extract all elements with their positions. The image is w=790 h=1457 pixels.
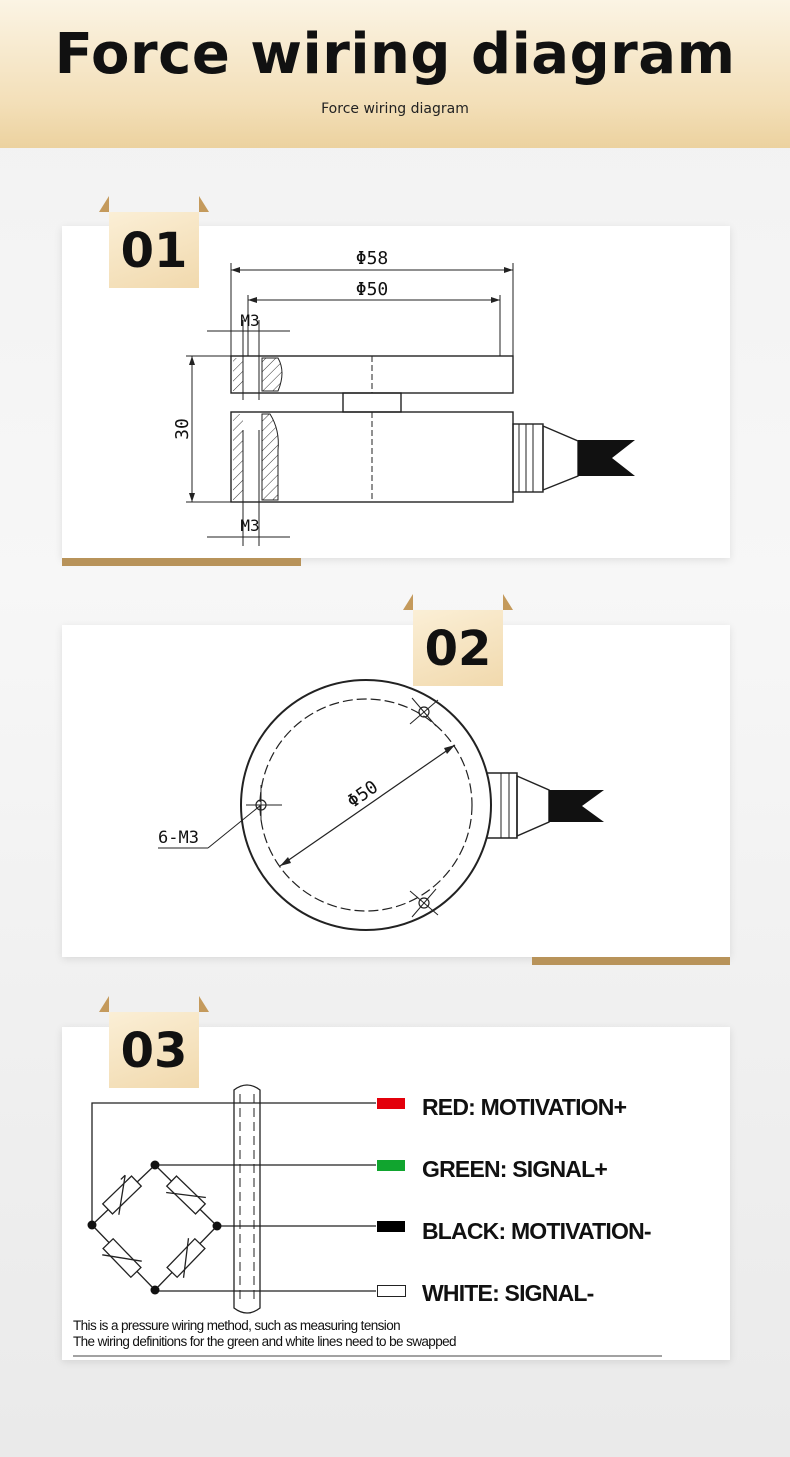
dim-inner-diameter: Φ50 xyxy=(355,279,389,300)
wire-swatch-green xyxy=(377,1160,405,1171)
dim-outer-diameter: Φ58 xyxy=(355,248,389,269)
dim-holes: 6-M3 xyxy=(158,828,199,848)
wire-label-black: BLACK: MOTIVATION- xyxy=(422,1218,651,1244)
page-subtitle: Force wiring diagram xyxy=(321,101,469,117)
panel-number-02: 02 xyxy=(413,610,503,686)
dim-thread-bottom: M3 xyxy=(240,516,260,535)
panel-number-03: 03 xyxy=(109,1012,199,1088)
wire-label-red: RED: MOTIVATION+ xyxy=(422,1094,627,1120)
note-line-2: The wiring definitions for the green and white lines need to be swapped xyxy=(73,1334,456,1349)
dim-thread-top: M3 xyxy=(240,311,260,330)
wire-swatch-white xyxy=(377,1285,406,1297)
wire-label-green: GREEN: SIGNAL+ xyxy=(422,1156,607,1182)
dim-height: 30 xyxy=(172,418,193,440)
page-title: Force wiring diagram xyxy=(54,22,736,87)
wire-swatch-black xyxy=(377,1221,405,1232)
note-line-1: This is a pressure wiring method, such as measuring tension xyxy=(73,1318,401,1333)
panel-number-01: 01 xyxy=(109,212,199,288)
wire-label-white: WHITE: SIGNAL- xyxy=(422,1280,594,1306)
wire-swatch-red xyxy=(377,1098,405,1109)
dim-bolt-circle: Φ50 xyxy=(343,776,383,813)
